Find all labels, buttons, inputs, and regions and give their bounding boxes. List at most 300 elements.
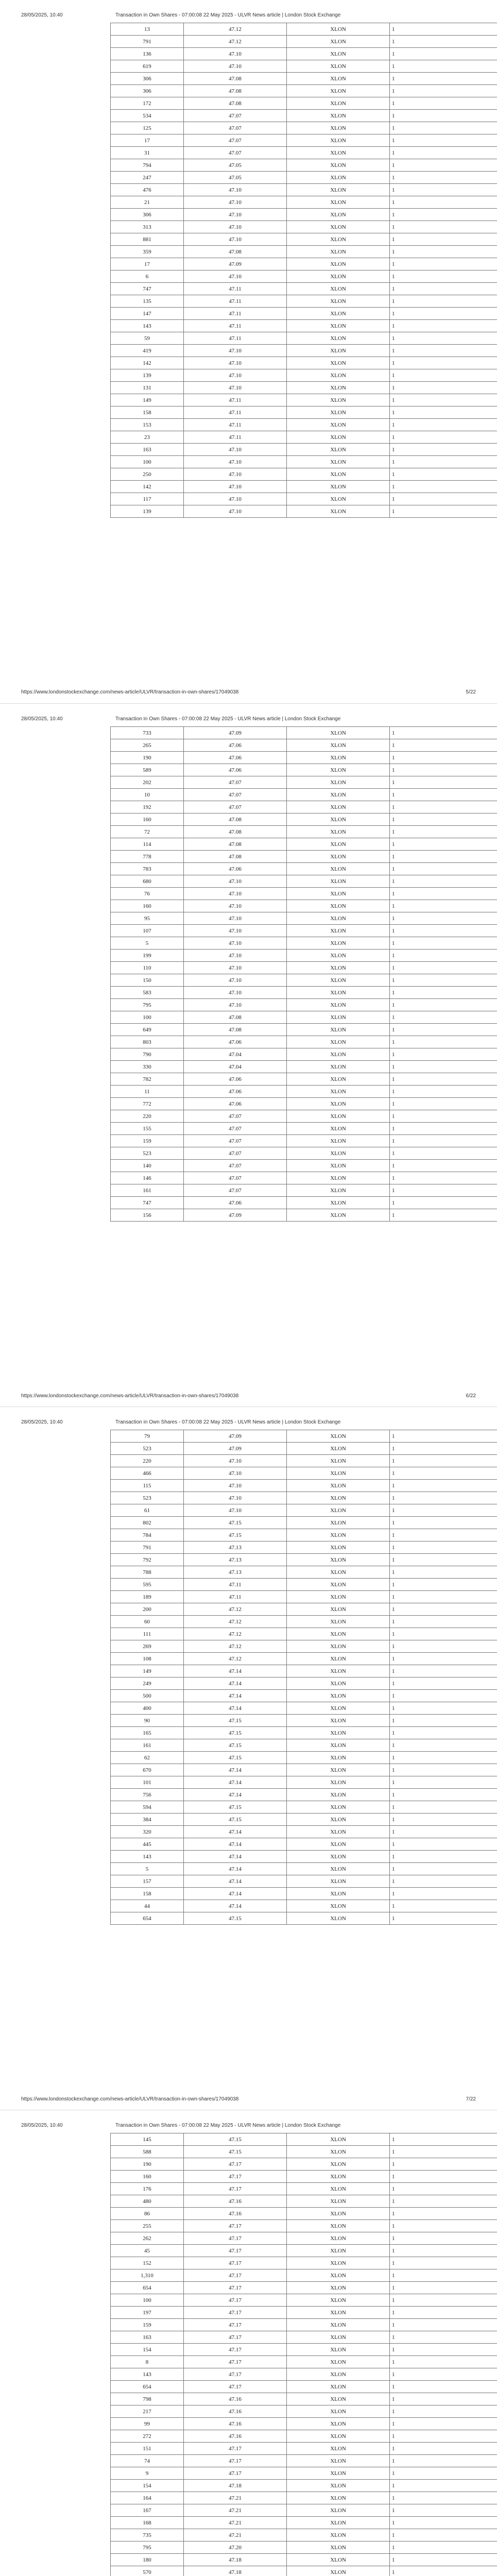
price-cell: 47.08 bbox=[184, 814, 287, 826]
time-cell: 1 bbox=[390, 912, 497, 925]
time-cell: 1 bbox=[390, 2269, 497, 2282]
price-cell: 47.13 bbox=[184, 1566, 287, 1579]
table-row bbox=[111, 2492, 497, 2504]
venue-cell: XLON bbox=[287, 1826, 390, 1838]
venue-cell: XLON bbox=[287, 382, 390, 394]
volume-cell: 158 bbox=[111, 406, 184, 419]
table-row bbox=[111, 493, 497, 505]
volume-cell: 151 bbox=[111, 2443, 184, 2455]
price-cell: 47.09 bbox=[184, 1209, 287, 1222]
table-row bbox=[111, 283, 497, 295]
table-row bbox=[111, 1628, 497, 1640]
venue-cell: XLON bbox=[287, 2208, 390, 2220]
volume-cell: 476 bbox=[111, 184, 184, 196]
volume-cell: 523 bbox=[111, 1492, 184, 1504]
time-cell: 1 bbox=[390, 801, 497, 814]
time-cell: 1 bbox=[390, 987, 497, 999]
time-cell: 1 bbox=[390, 147, 497, 159]
table-row bbox=[111, 1826, 497, 1838]
price-cell: 47.11 bbox=[184, 308, 287, 320]
volume-cell: 114 bbox=[111, 838, 184, 851]
volume-cell: 150 bbox=[111, 974, 184, 987]
time-cell: 1 bbox=[390, 2405, 497, 2418]
venue-cell: XLON bbox=[287, 308, 390, 320]
price-cell: 47.16 bbox=[184, 2208, 287, 2220]
venue-cell: XLON bbox=[287, 1197, 390, 1209]
volume-cell: 330 bbox=[111, 1061, 184, 1073]
print-datetime: 28/05/2025, 10:40 bbox=[21, 2123, 63, 2128]
price-cell: 47.10 bbox=[184, 1504, 287, 1517]
time-cell: 1 bbox=[390, 1739, 497, 1752]
time-cell: 1 bbox=[390, 1529, 497, 1541]
venue-cell: XLON bbox=[287, 1123, 390, 1135]
volume-cell: 190 bbox=[111, 2158, 184, 2171]
price-cell: 47.14 bbox=[184, 1838, 287, 1851]
volume-cell: 733 bbox=[111, 727, 184, 739]
venue-cell: XLON bbox=[287, 937, 390, 950]
volume-cell: 147 bbox=[111, 308, 184, 320]
venue-cell: XLON bbox=[287, 1653, 390, 1665]
time-cell: 1 bbox=[390, 1801, 497, 1814]
venue-cell: XLON bbox=[287, 2344, 390, 2356]
volume-cell: 654 bbox=[111, 1912, 184, 1925]
price-cell: 47.12 bbox=[184, 1616, 287, 1628]
venue-cell: XLON bbox=[287, 1455, 390, 1467]
table-row bbox=[111, 1123, 497, 1135]
time-cell: 1 bbox=[390, 851, 497, 863]
table-row bbox=[111, 2430, 497, 2443]
volume-cell: 17 bbox=[111, 134, 184, 147]
venue-cell: XLON bbox=[287, 814, 390, 826]
time-cell: 1 bbox=[390, 1504, 497, 1517]
table-row bbox=[111, 444, 497, 456]
venue-cell: XLON bbox=[287, 1024, 390, 1036]
time-cell: 1 bbox=[390, 1677, 497, 1690]
price-cell: 47.07 bbox=[184, 1172, 287, 1184]
table-row bbox=[111, 1517, 497, 1529]
volume-cell: 795 bbox=[111, 999, 184, 1011]
time-cell: 1 bbox=[390, 97, 497, 110]
price-cell: 47.17 bbox=[184, 2467, 287, 2480]
venue-cell: XLON bbox=[287, 1912, 390, 1925]
volume-cell: 59 bbox=[111, 332, 184, 345]
time-cell: 1 bbox=[390, 2393, 497, 2405]
volume-cell: 384 bbox=[111, 1814, 184, 1826]
time-cell: 1 bbox=[390, 739, 497, 752]
volume-cell: 5 bbox=[111, 1863, 184, 1875]
table-row bbox=[111, 320, 497, 332]
table-row bbox=[111, 369, 497, 382]
price-cell: 47.17 bbox=[184, 2455, 287, 2467]
page-number: 5/22 bbox=[466, 689, 476, 695]
venue-cell: XLON bbox=[287, 2319, 390, 2331]
time-cell: 1 bbox=[390, 1197, 497, 1209]
table-row bbox=[111, 332, 497, 345]
table-row bbox=[111, 2245, 497, 2257]
table-row bbox=[111, 1184, 497, 1197]
price-cell: 47.17 bbox=[184, 2344, 287, 2356]
volume-cell: 157 bbox=[111, 1875, 184, 1888]
price-cell: 47.10 bbox=[184, 950, 287, 962]
price-cell: 47.17 bbox=[184, 2356, 287, 2368]
table-row bbox=[111, 308, 497, 320]
venue-cell: XLON bbox=[287, 406, 390, 419]
time-cell: 1 bbox=[390, 2146, 497, 2158]
volume-cell: 199 bbox=[111, 950, 184, 962]
table-row bbox=[111, 2307, 497, 2319]
table-row bbox=[111, 962, 497, 974]
time-cell: 1 bbox=[390, 493, 497, 505]
price-cell: 47.07 bbox=[184, 1184, 287, 1197]
price-cell: 47.17 bbox=[184, 2307, 287, 2319]
venue-cell: XLON bbox=[287, 505, 390, 518]
price-cell: 47.09 bbox=[184, 1430, 287, 1443]
price-cell: 47.07 bbox=[184, 1123, 287, 1135]
volume-cell: 111 bbox=[111, 1628, 184, 1640]
table-row bbox=[111, 801, 497, 814]
price-cell: 47.10 bbox=[184, 987, 287, 999]
price-cell: 47.15 bbox=[184, 1517, 287, 1529]
time-cell: 1 bbox=[390, 1048, 497, 1061]
venue-cell: XLON bbox=[287, 1160, 390, 1172]
table-row bbox=[111, 789, 497, 801]
time-cell: 1 bbox=[390, 974, 497, 987]
table-row bbox=[111, 2467, 497, 2480]
volume-cell: 163 bbox=[111, 444, 184, 456]
table-row bbox=[111, 73, 497, 85]
table-row bbox=[111, 1665, 497, 1677]
table-row bbox=[111, 468, 497, 481]
table-row bbox=[111, 1135, 497, 1147]
price-cell: 47.14 bbox=[184, 1863, 287, 1875]
venue-cell: XLON bbox=[287, 1603, 390, 1616]
volume-cell: 158 bbox=[111, 1888, 184, 1900]
venue-cell: XLON bbox=[287, 739, 390, 752]
time-cell: 1 bbox=[390, 481, 497, 493]
venue-cell: XLON bbox=[287, 2183, 390, 2195]
price-cell: 47.07 bbox=[184, 110, 287, 122]
time-cell: 1 bbox=[390, 1789, 497, 1801]
volume-cell: 306 bbox=[111, 85, 184, 97]
price-cell: 47.07 bbox=[184, 1110, 287, 1123]
price-cell: 47.10 bbox=[184, 900, 287, 912]
venue-cell: XLON bbox=[287, 283, 390, 295]
table-row bbox=[111, 2529, 497, 2541]
time-cell: 1 bbox=[390, 789, 497, 801]
volume-cell: 110 bbox=[111, 962, 184, 974]
price-cell: 47.08 bbox=[184, 838, 287, 851]
price-cell: 47.06 bbox=[184, 1073, 287, 1086]
table-row bbox=[111, 2480, 497, 2492]
volume-cell: 881 bbox=[111, 233, 184, 246]
table-row bbox=[111, 764, 497, 776]
venue-cell: XLON bbox=[287, 1579, 390, 1591]
volume-cell: 180 bbox=[111, 2554, 184, 2566]
time-cell: 1 bbox=[390, 1455, 497, 1467]
price-cell: 47.14 bbox=[184, 1875, 287, 1888]
price-cell: 47.17 bbox=[184, 2294, 287, 2307]
price-cell: 47.07 bbox=[184, 801, 287, 814]
time-cell: 1 bbox=[390, 2331, 497, 2344]
volume-cell: 156 bbox=[111, 1209, 184, 1222]
price-cell: 47.10 bbox=[184, 468, 287, 481]
volume-cell: 445 bbox=[111, 1838, 184, 1851]
volume-cell: 313 bbox=[111, 221, 184, 233]
venue-cell: XLON bbox=[287, 1480, 390, 1492]
venue-cell: XLON bbox=[287, 147, 390, 159]
venue-cell: XLON bbox=[287, 110, 390, 122]
venue-cell: XLON bbox=[287, 1048, 390, 1061]
time-cell: 1 bbox=[390, 184, 497, 196]
volume-cell: 90 bbox=[111, 1715, 184, 1727]
price-cell: 47.16 bbox=[184, 2405, 287, 2418]
volume-cell: 5 bbox=[111, 937, 184, 950]
table-row bbox=[111, 246, 497, 258]
table-row bbox=[111, 2133, 497, 2146]
time-cell: 1 bbox=[390, 2443, 497, 2455]
volume-cell: 6 bbox=[111, 270, 184, 283]
venue-cell: XLON bbox=[287, 2430, 390, 2443]
time-cell: 1 bbox=[390, 283, 497, 295]
time-cell: 1 bbox=[390, 1727, 497, 1739]
price-cell: 47.10 bbox=[184, 493, 287, 505]
price-cell: 47.07 bbox=[184, 776, 287, 789]
table-row bbox=[111, 357, 497, 369]
table-row bbox=[111, 2220, 497, 2232]
table-row bbox=[111, 60, 497, 73]
venue-cell: XLON bbox=[287, 1541, 390, 1554]
time-cell: 1 bbox=[390, 332, 497, 345]
table-row bbox=[111, 863, 497, 875]
time-cell: 1 bbox=[390, 863, 497, 875]
price-cell: 47.17 bbox=[184, 2232, 287, 2245]
table-row bbox=[111, 2554, 497, 2566]
table-row bbox=[111, 851, 497, 863]
volume-cell: 217 bbox=[111, 2405, 184, 2418]
venue-cell: XLON bbox=[287, 1875, 390, 1888]
price-cell: 47.15 bbox=[184, 2146, 287, 2158]
time-cell: 1 bbox=[390, 2467, 497, 2480]
price-cell: 47.14 bbox=[184, 1900, 287, 1912]
print-url: https://www.londonstockexchange.com/news-article/ULVR/transaction-in-own-shares/17049038 bbox=[21, 2096, 239, 2102]
table-row bbox=[111, 1702, 497, 1715]
price-cell: 47.10 bbox=[184, 974, 287, 987]
price-cell: 47.10 bbox=[184, 505, 287, 518]
volume-cell: 788 bbox=[111, 1566, 184, 1579]
volume-cell: 149 bbox=[111, 394, 184, 406]
time-cell: 1 bbox=[390, 48, 497, 60]
volume-cell: 143 bbox=[111, 2368, 184, 2381]
venue-cell: XLON bbox=[287, 2480, 390, 2492]
price-cell: 47.09 bbox=[184, 727, 287, 739]
time-cell: 1 bbox=[390, 2344, 497, 2356]
venue-cell: XLON bbox=[287, 1184, 390, 1197]
price-cell: 47.15 bbox=[184, 1912, 287, 1925]
time-cell: 1 bbox=[390, 2158, 497, 2171]
venue-cell: XLON bbox=[287, 1554, 390, 1566]
price-cell: 47.07 bbox=[184, 122, 287, 134]
price-cell: 47.10 bbox=[184, 270, 287, 283]
venue-cell: XLON bbox=[287, 2492, 390, 2504]
venue-cell: XLON bbox=[287, 1616, 390, 1628]
volume-cell: 500 bbox=[111, 1690, 184, 1702]
time-cell: 1 bbox=[390, 1135, 497, 1147]
table-row bbox=[111, 2566, 497, 2576]
volume-cell: 159 bbox=[111, 1135, 184, 1147]
table-row bbox=[111, 1888, 497, 1900]
price-cell: 47.21 bbox=[184, 2529, 287, 2541]
table-row bbox=[111, 1061, 497, 1073]
venue-cell: XLON bbox=[287, 48, 390, 60]
volume-cell: 220 bbox=[111, 1455, 184, 1467]
volume-cell: 649 bbox=[111, 1024, 184, 1036]
price-cell: 47.07 bbox=[184, 1147, 287, 1160]
volume-cell: 670 bbox=[111, 1764, 184, 1776]
price-cell: 47.10 bbox=[184, 221, 287, 233]
venue-cell: XLON bbox=[287, 36, 390, 48]
table-row bbox=[111, 1209, 497, 1222]
venue-cell: XLON bbox=[287, 1677, 390, 1690]
price-cell: 47.14 bbox=[184, 1851, 287, 1863]
venue-cell: XLON bbox=[287, 1789, 390, 1801]
volume-cell: 247 bbox=[111, 172, 184, 184]
price-cell: 47.14 bbox=[184, 1677, 287, 1690]
price-cell: 47.17 bbox=[184, 2443, 287, 2455]
volume-cell: 62 bbox=[111, 1752, 184, 1764]
time-cell: 1 bbox=[390, 1579, 497, 1591]
time-cell: 1 bbox=[390, 2418, 497, 2430]
time-cell: 1 bbox=[390, 369, 497, 382]
print-datetime: 28/05/2025, 10:40 bbox=[21, 12, 63, 18]
venue-cell: XLON bbox=[287, 776, 390, 789]
venue-cell: XLON bbox=[287, 801, 390, 814]
time-cell: 1 bbox=[390, 1011, 497, 1024]
table-row bbox=[111, 419, 497, 431]
time-cell: 1 bbox=[390, 73, 497, 85]
time-cell: 1 bbox=[390, 826, 497, 838]
table-row bbox=[111, 2517, 497, 2529]
volume-cell: 164 bbox=[111, 2492, 184, 2504]
table-row bbox=[111, 406, 497, 419]
venue-cell: XLON bbox=[287, 1764, 390, 1776]
volume-cell: 86 bbox=[111, 2208, 184, 2220]
venue-cell: XLON bbox=[287, 2467, 390, 2480]
volume-cell: 197 bbox=[111, 2307, 184, 2319]
volume-cell: 131 bbox=[111, 382, 184, 394]
time-cell: 1 bbox=[390, 962, 497, 974]
volume-cell: 95 bbox=[111, 912, 184, 925]
table-row bbox=[111, 1752, 497, 1764]
volume-cell: 140 bbox=[111, 1160, 184, 1172]
table-row bbox=[111, 974, 497, 987]
time-cell: 1 bbox=[390, 406, 497, 419]
volume-cell: 115 bbox=[111, 1480, 184, 1492]
table-row bbox=[111, 2171, 497, 2183]
time-cell: 1 bbox=[390, 1752, 497, 1764]
time-cell: 1 bbox=[390, 345, 497, 357]
table-row bbox=[111, 1875, 497, 1888]
price-cell: 47.15 bbox=[184, 1727, 287, 1739]
volume-cell: 154 bbox=[111, 2480, 184, 2492]
volume-cell: 160 bbox=[111, 814, 184, 826]
price-cell: 47.10 bbox=[184, 1455, 287, 1467]
volume-cell: 783 bbox=[111, 863, 184, 875]
venue-cell: XLON bbox=[287, 1110, 390, 1123]
time-cell: 1 bbox=[390, 1061, 497, 1073]
price-cell: 47.10 bbox=[184, 444, 287, 456]
time-cell: 1 bbox=[390, 2133, 497, 2146]
time-cell: 1 bbox=[390, 2529, 497, 2541]
time-cell: 1 bbox=[390, 1838, 497, 1851]
volume-cell: 588 bbox=[111, 2146, 184, 2158]
price-cell: 47.15 bbox=[184, 1739, 287, 1752]
volume-cell: 523 bbox=[111, 1443, 184, 1455]
table-row bbox=[111, 1851, 497, 1863]
volume-cell: 320 bbox=[111, 1826, 184, 1838]
price-cell: 47.08 bbox=[184, 73, 287, 85]
time-cell: 1 bbox=[390, 937, 497, 950]
table-row bbox=[111, 950, 497, 962]
volume-cell: 76 bbox=[111, 888, 184, 900]
venue-cell: XLON bbox=[287, 1838, 390, 1851]
time-cell: 1 bbox=[390, 196, 497, 209]
volume-cell: 782 bbox=[111, 1073, 184, 1086]
volume-cell: 306 bbox=[111, 209, 184, 221]
venue-cell: XLON bbox=[287, 764, 390, 776]
price-cell: 47.12 bbox=[184, 1628, 287, 1640]
table-row bbox=[111, 2331, 497, 2344]
price-cell: 47.11 bbox=[184, 419, 287, 431]
volume-cell: 153 bbox=[111, 419, 184, 431]
price-cell: 47.10 bbox=[184, 209, 287, 221]
venue-cell: XLON bbox=[287, 1665, 390, 1677]
transactions-table bbox=[110, 2133, 497, 2576]
price-cell: 47.06 bbox=[184, 739, 287, 752]
volume-cell: 784 bbox=[111, 1529, 184, 1541]
venue-cell: XLON bbox=[287, 2171, 390, 2183]
table-row bbox=[111, 776, 497, 789]
volume-cell: 772 bbox=[111, 1098, 184, 1110]
time-cell: 1 bbox=[390, 1443, 497, 1455]
volume-cell: 31 bbox=[111, 147, 184, 159]
venue-cell: XLON bbox=[287, 2232, 390, 2245]
time-cell: 1 bbox=[390, 60, 497, 73]
table-row bbox=[111, 727, 497, 739]
table-row bbox=[111, 1048, 497, 1061]
price-cell: 47.11 bbox=[184, 283, 287, 295]
table-row bbox=[111, 2381, 497, 2393]
price-cell: 47.10 bbox=[184, 912, 287, 925]
time-cell: 1 bbox=[390, 2554, 497, 2566]
volume-cell: 167 bbox=[111, 2504, 184, 2517]
price-cell: 47.17 bbox=[184, 2183, 287, 2195]
volume-cell: 21 bbox=[111, 196, 184, 209]
time-cell: 1 bbox=[390, 2566, 497, 2576]
volume-cell: 168 bbox=[111, 2517, 184, 2529]
venue-cell: XLON bbox=[287, 2220, 390, 2232]
price-cell: 47.11 bbox=[184, 320, 287, 332]
venue-cell: XLON bbox=[287, 258, 390, 270]
price-cell: 47.14 bbox=[184, 1826, 287, 1838]
time-cell: 1 bbox=[390, 1073, 497, 1086]
venue-cell: XLON bbox=[287, 2269, 390, 2282]
price-cell: 47.07 bbox=[184, 134, 287, 147]
transactions-table bbox=[110, 1430, 497, 1925]
table-row bbox=[111, 456, 497, 468]
time-cell: 1 bbox=[390, 1690, 497, 1702]
table-row bbox=[111, 1147, 497, 1160]
time-cell: 1 bbox=[390, 1616, 497, 1628]
